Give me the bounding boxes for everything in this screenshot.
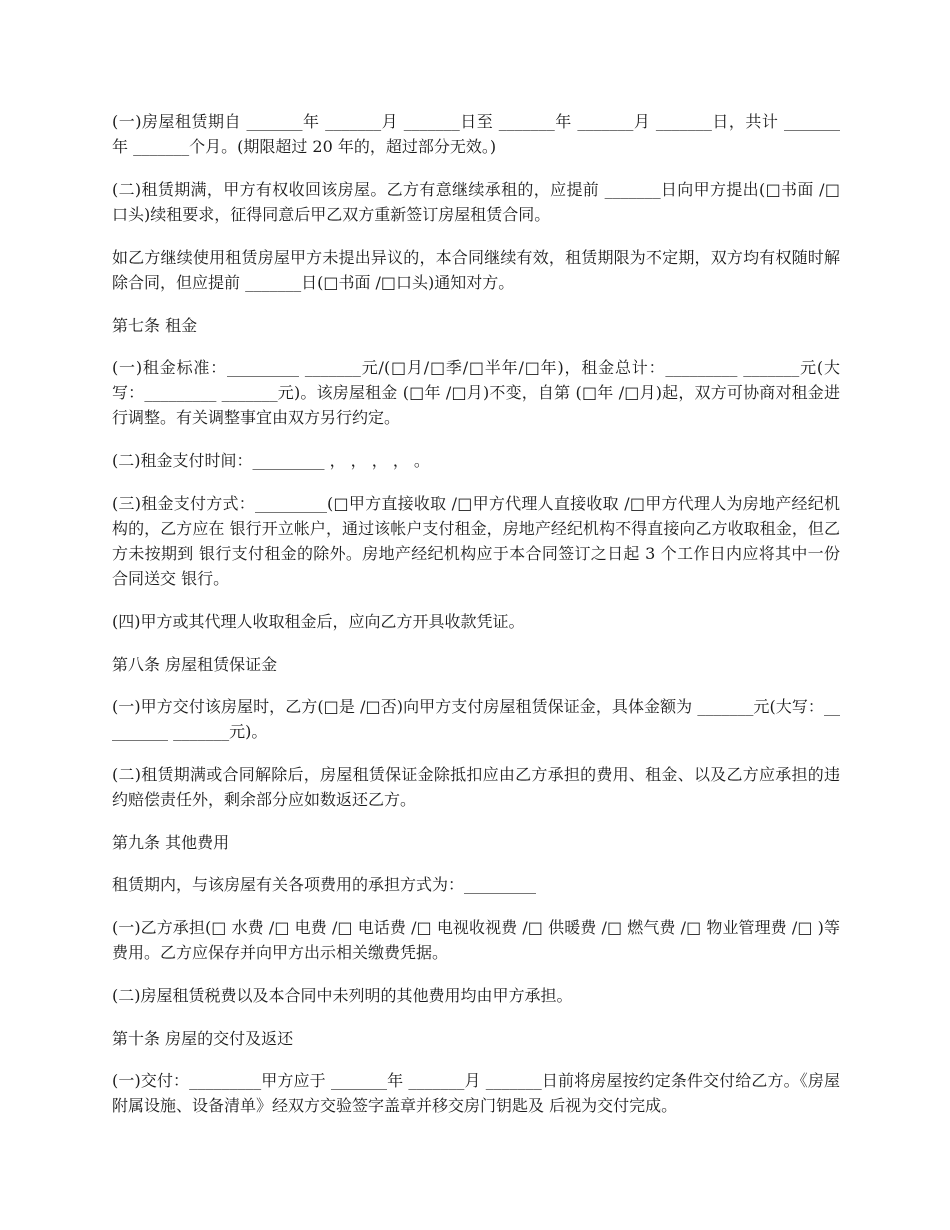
deposit-return-paragraph: (二)租赁期满或合同解除后，房屋租赁保证金除抵扣应由乙方承担的费用、租金、以及乙方应承担的违约赔偿责任外，剩余部分应如数返还乙方。 (112, 765, 840, 809)
deposit-amount-paragraph: (一)甲方交付该房屋时，乙方(□是 /□否)向甲方支付房屋租赁保证金，具体金额为 _______元(大写：_________ _______元)。 (112, 697, 840, 741)
renewal-paragraph: (二)租赁期满，甲方有权收回该房屋。乙方有意继续承租的，应提前 _______日向甲方提出(□书面 /□口头)续租要求，征得同意后甲乙双方重新签订房屋租赁合同。 (112, 180, 840, 224)
rent-payment-time-paragraph: (二)租金支付时间：_________ ， ， ， ， 。 (112, 451, 430, 470)
lease-term-paragraph: (一)房屋租赁期自 _______年 _______月 _______日至 _______年 _______月 _______日，共计 _______年 _______个月。(期限超过 20 年的，超过部分无效。) (112, 112, 840, 156)
article-7-heading: 第七条 租金 (112, 316, 198, 335)
article-8-heading: 第八条 房屋租赁保证金 (112, 655, 278, 674)
rent-payment-method-paragraph: (三)租金支付方式：_________(□甲方直接收取 /□甲方代理人直接收取 /□甲方代理人为房地产经纪机构的，乙方应在 银行开立帐户，通过该帐户支付租金，房地产经纪机构不得直接向乙方收取租金，但乙方未按期到 银行支付租金的除外。房地产经纪机构应于本合同签订之日起 3 个工作日内应将其中一份合同送交 银行。 (112, 494, 840, 588)
landlord-taxes-paragraph: (二)房屋租赁税费以及本合同中未列明的其他费用均由甲方承担。 (112, 986, 573, 1005)
rent-receipt-paragraph: (四)甲方或其代理人收取租金后，应向乙方开具收款凭证。 (112, 612, 525, 631)
contract-page (112, 109, 840, 1136)
tenant-fees-paragraph: (一)乙方承担(□ 水费 /□ 电费 /□ 电话费 /□ 电视收视费 /□ 供暖费 /□ 燃气费 /□ 物业管理费 /□ )等费用。乙方应保存并向甲方出示相关缴费凭据。 (112, 918, 840, 962)
article-10-heading: 第十条 房屋的交付及返还 (112, 1029, 294, 1048)
fees-intro-paragraph: 租赁期内，与该房屋有关各项费用的承担方式为：_________ (112, 875, 537, 894)
article-9-heading: 第九条 其他费用 (112, 833, 230, 852)
rent-standard-paragraph: (一)租金标准：_________ _______元/(□月/□季/□半年/□年)，租金总计：_________ _______元(大写：_________ _______元)。该房屋租金 (□年 /□月)不变，自第 (□年 /□月)起，双方可协商对租金进行调整。有关调整事宜由双方另行约定。 (112, 358, 840, 427)
indefinite-term-paragraph: 如乙方继续使用租赁房屋甲方未提出异议的，本合同继续有效，租赁期限为不定期，双方均有权随时解除合同，但应提前 _______日(□书面 /□口头)通知对方。 (112, 248, 840, 292)
delivery-paragraph: (一)交付：_________甲方应于 _______年 _______月 _______日前将房屋按约定条件交付给乙方。《房屋附属设施、设备清单》经双方交验签字盖章并移交房门钥匙及 后视为交付完成。 (112, 1071, 840, 1115)
